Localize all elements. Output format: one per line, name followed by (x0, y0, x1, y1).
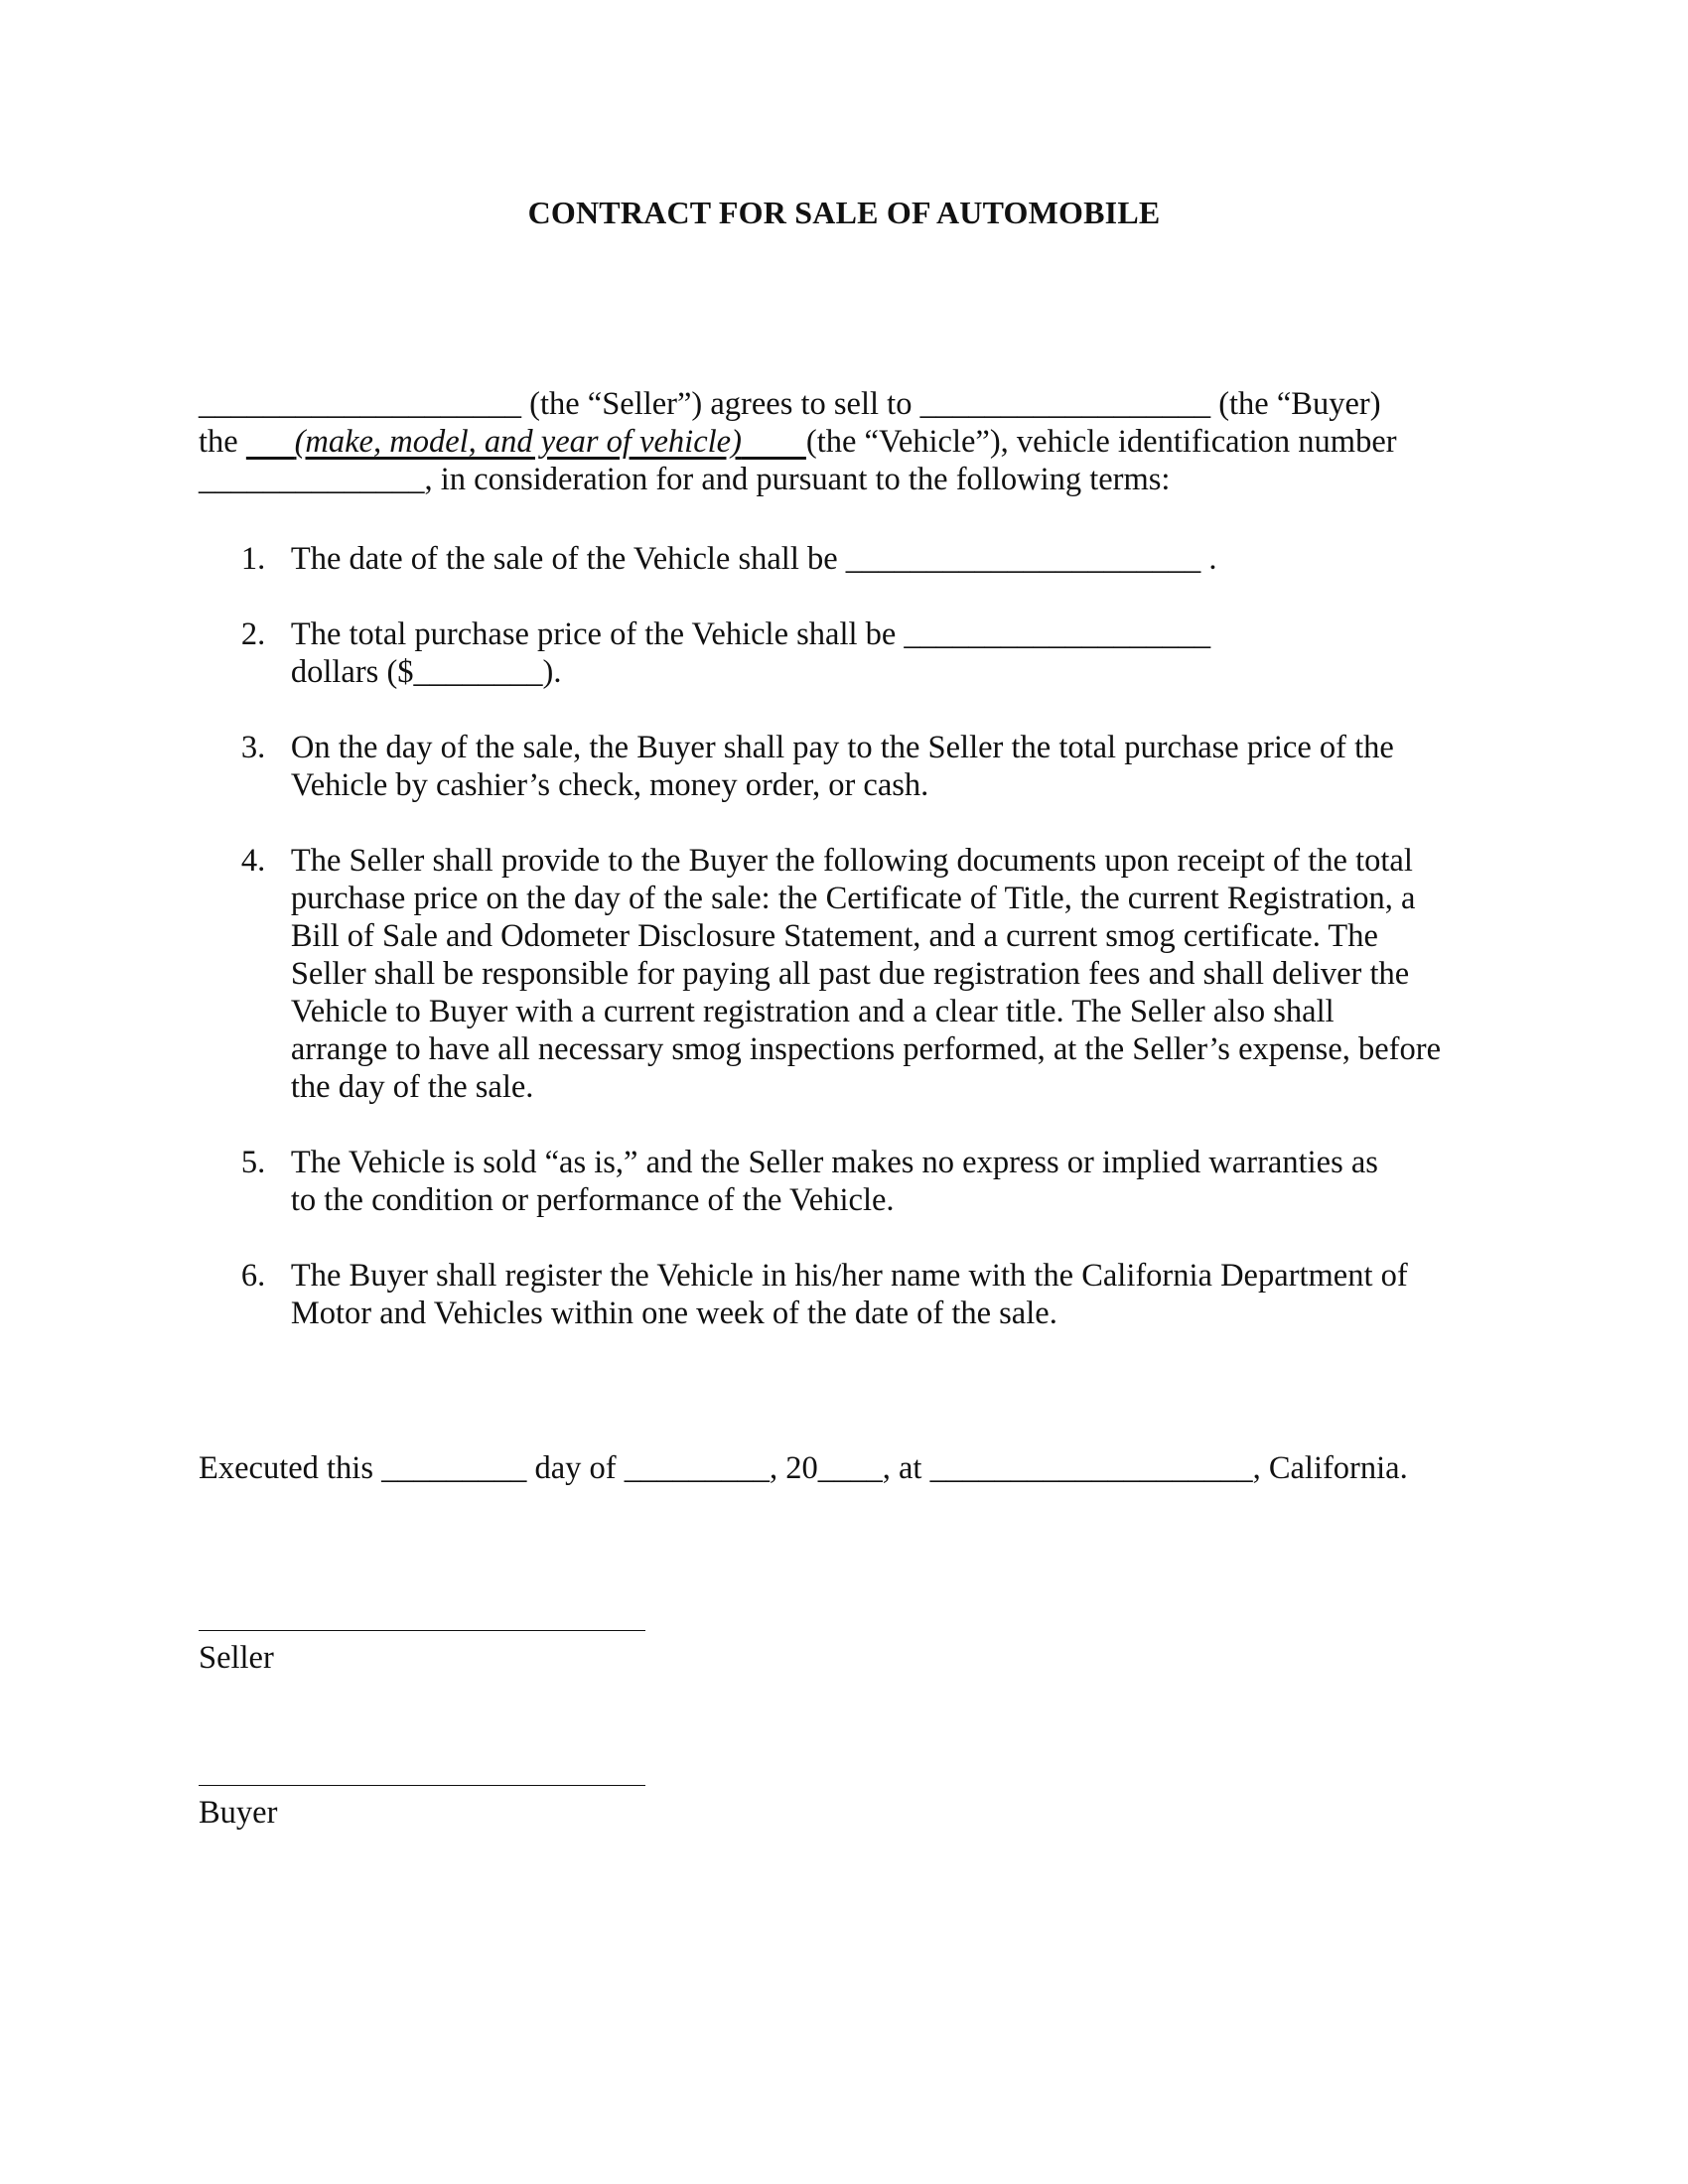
execution-line: Executed this _________ day of _________, 20____, at ____________________, California. (199, 1450, 1408, 1486)
term-number: 5. (240, 1145, 266, 1180)
term-text: The Vehicle is sold “as is,” and the Seller makes no express or implied warranties as to the condition or performance of the Vehicle. (290, 1145, 1378, 1218)
term-text: The Seller shall provide to the Buyer the following documents upon receipt of the total purchase price on the day of the sale: the Certificate of Title, the current Registration, a Bill of Sale and Odometer Disclosure Statement, and a current smog certificate. The Seller shall be responsible for paying all past due registration fees and shall deliver the Vehicle to Buyer with a current registration and a clear title. The Seller also shall arrange to have all necessary smog inspections performed, at the Seller’s expense, before the day of the sale. (290, 843, 1441, 1105)
term-text: On the day of the sale, the Buyer shall pay to the Seller the total purchase price of the Vehicle by cashier’s check, money order, or cash. (290, 730, 1394, 803)
buyer-signature-block (199, 1785, 645, 1832)
intro-paragraph (199, 385, 1489, 498)
seller-signature-block (199, 1630, 645, 1677)
seller-label: Seller (199, 1640, 274, 1676)
term-number: 1. (240, 541, 266, 577)
buyer-label: Buyer (199, 1795, 278, 1831)
term-number: 3. (240, 730, 266, 765)
vehicle-placeholder: (make, model, and year of vehicle) (294, 424, 742, 460)
term-item (199, 615, 1489, 691)
intro-line-2 (199, 423, 1489, 461)
term-item (199, 1144, 1489, 1219)
term-text: The total purchase price of the Vehicle shall be ___________________ dollars ($________). (290, 616, 1211, 690)
term-item (199, 540, 1489, 578)
buyer-signature-line (199, 1785, 645, 1786)
seller-signature-line (199, 1630, 645, 1631)
term-item (199, 1257, 1489, 1332)
vehicle-description-field (246, 424, 806, 460)
document-title: CONTRACT FOR SALE OF AUTOMOBILE (527, 195, 1161, 230)
term-text: The Buyer shall register the Vehicle in his/her name with the California Department of Motor and Vehicles within one week of the date of the sale. (290, 1258, 1408, 1331)
term-number: 6. (240, 1258, 266, 1294)
intro-line-2-prefix: the (199, 424, 246, 460)
term-item (199, 842, 1489, 1106)
term-number: 4. (240, 843, 266, 879)
term-item (199, 729, 1489, 804)
term-number: 2. (240, 616, 266, 652)
intro-line-1: ____________________ (the “Seller”) agrees to sell to __________________ (the “Buyer) (199, 386, 1381, 422)
term-text: The date of the sale of the Vehicle shall be ______________________ . (290, 541, 1217, 577)
terms-list (199, 540, 1489, 1370)
intro-line-2-suffix: (the “Vehicle”), vehicle identification number (805, 424, 1397, 460)
intro-line-3: ______________, in consideration for and pursuant to the following terms: (199, 462, 1171, 497)
